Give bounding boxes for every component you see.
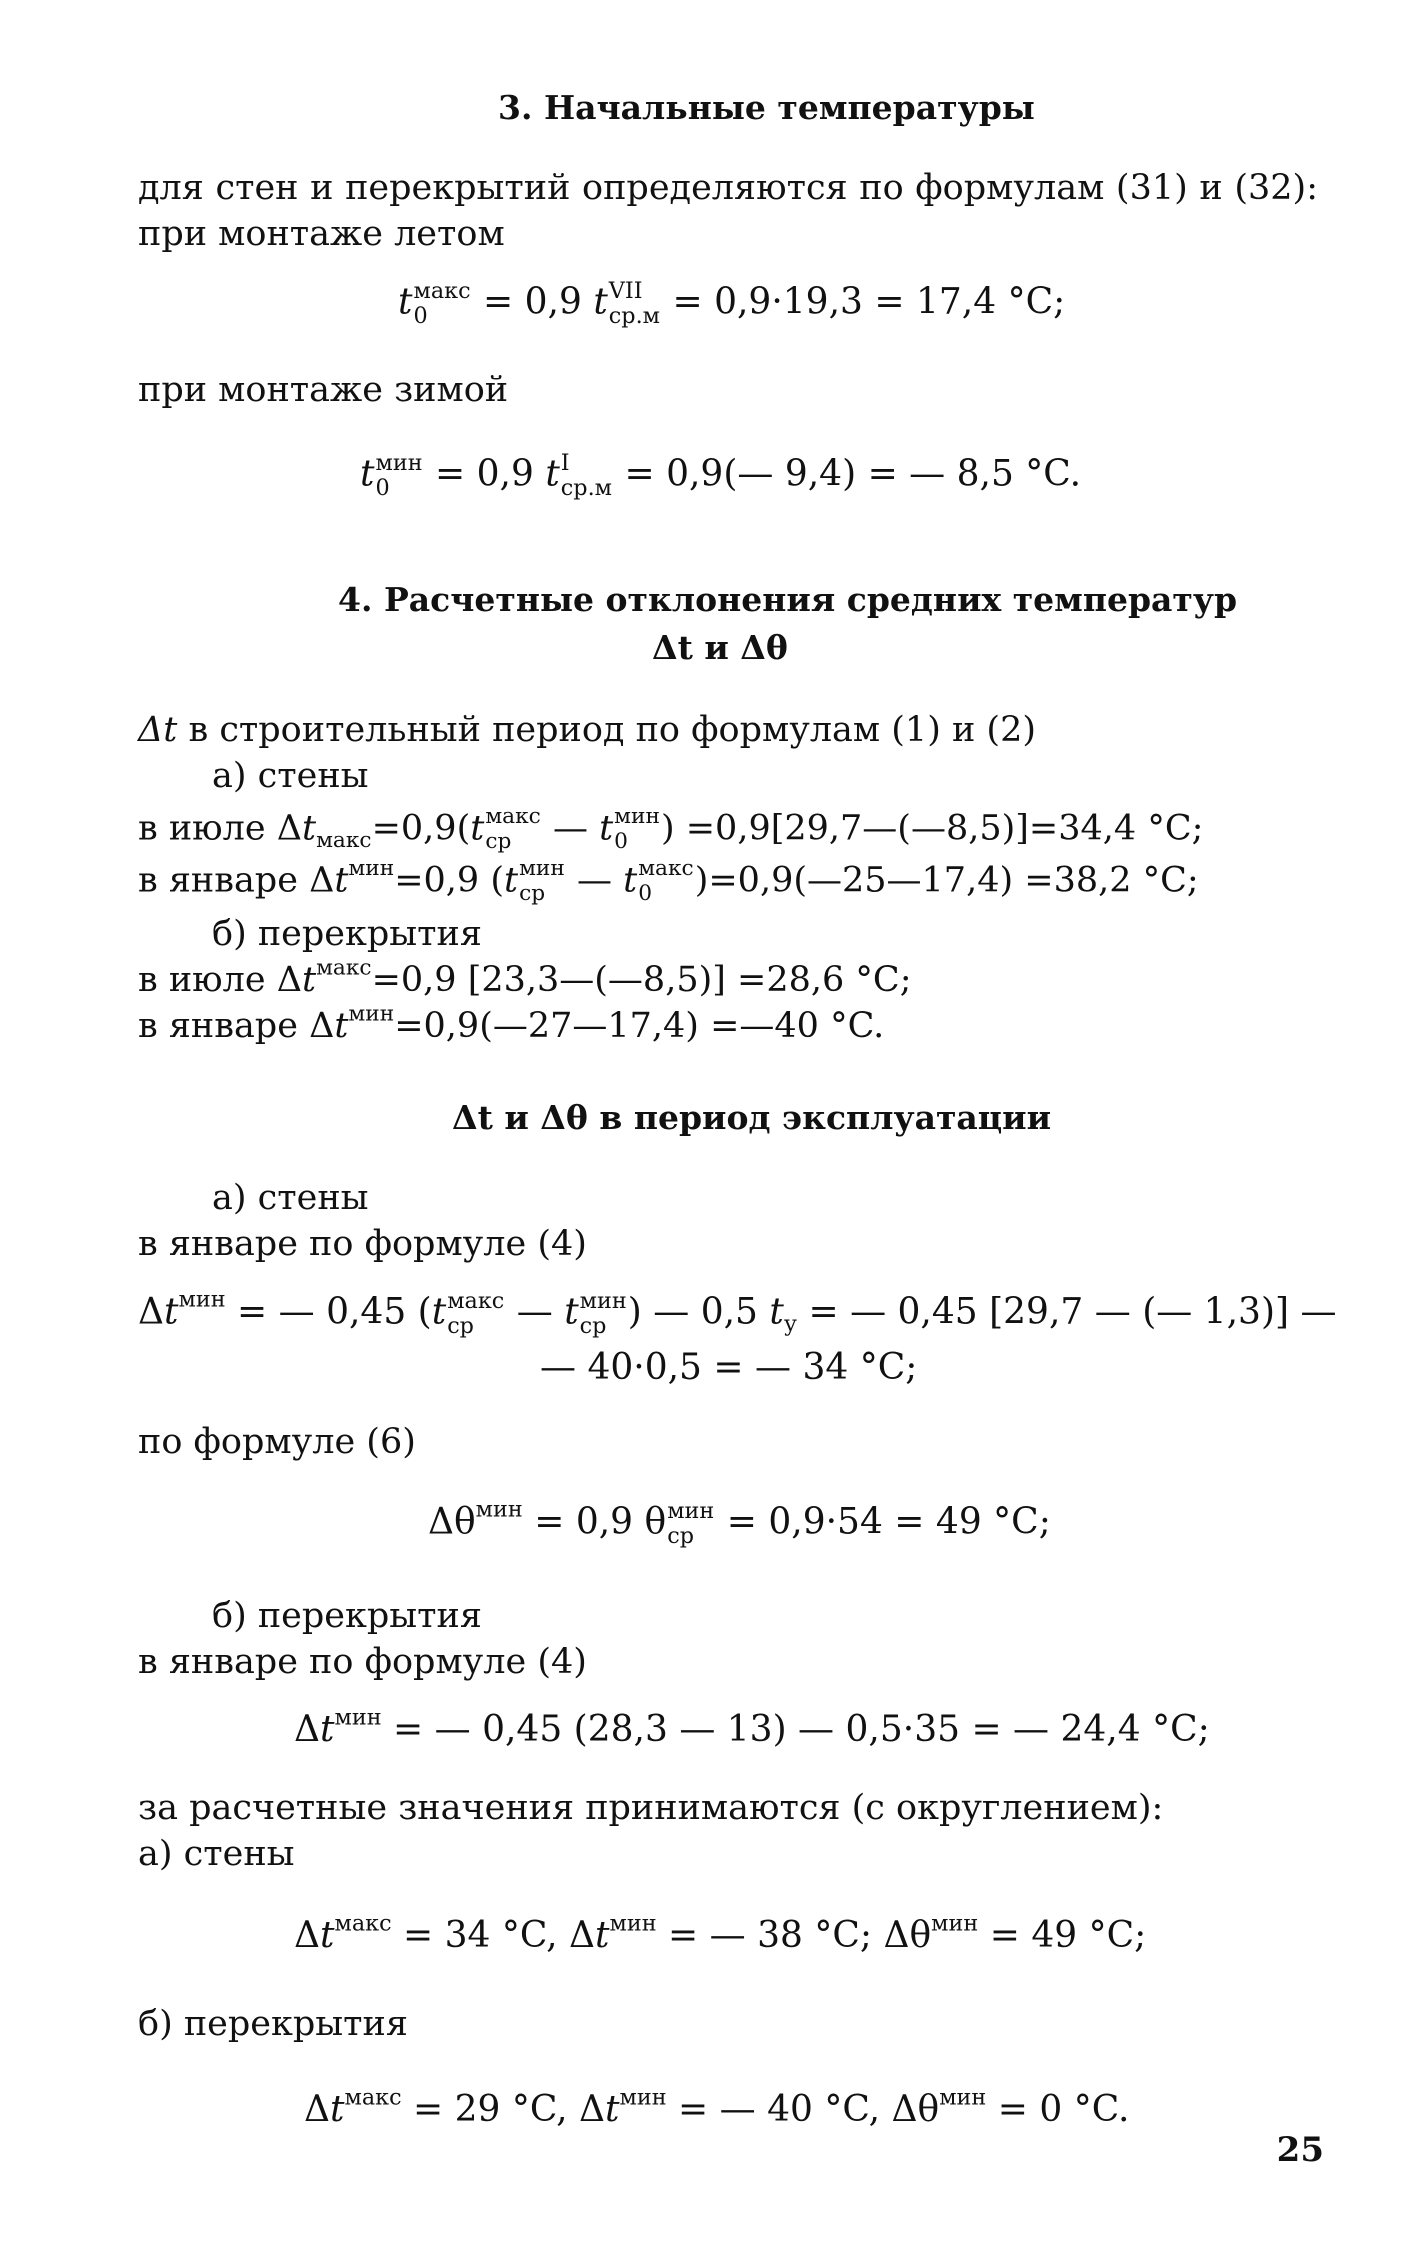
design-floors-values: $\Delta t^{макс} = 29$ °C, $\Delta t^{мин}$ = — 40 °C, $\Delta\theta^{мин} = 0$ °C. xyxy=(304,2084,1130,2130)
formula-winter: t мин 0 = 0,9 t I ср.м = 0,9(— 9,4) = — 8,5 °C. xyxy=(360,450,1082,502)
summer-label: при монтаже летом xyxy=(138,214,505,254)
design-walls-label: а) стены xyxy=(138,1834,295,1874)
walls-january-equation: в январе $\Delta t^{мин}=0,9$ (t мин ср — t макс 0 )=0,9(—25—17,4) =38,2 °C; xyxy=(138,856,1199,906)
section-4-title: 4. Расчетные отклонения средних температур xyxy=(338,580,1238,619)
operation-equation-2: $\Delta\theta^{мин} = 0,9$ θ мин ср = 0,9·54 = 49 °C; xyxy=(428,1496,1051,1550)
by-formula-6: по формуле (6) xyxy=(138,1422,416,1462)
page-number: 25 xyxy=(1276,2130,1324,2170)
operation-equation-1: $\Delta t^{мин}$ = — 0,45 (t макс ср — t мин ср ) — 0,5 $t_у$ = — 0,45 [29,7 — (— 1,3)] — xyxy=(138,1286,1337,1340)
walls-label: а) стены xyxy=(212,756,369,796)
floors-label: б) перекрытия xyxy=(212,914,482,954)
operation-equation-1-cont: — 40·0,5 = — 34 °C; xyxy=(540,1347,918,1388)
winter-label: при монтаже зимой xyxy=(138,370,509,410)
section-3-title: 3. Начальные температуры xyxy=(498,88,1035,127)
operation-title: Δt и Δθ в период эксплуатации xyxy=(452,1098,1052,1137)
operation-jan-formula-4b: в январе по формуле (4) xyxy=(138,1642,587,1682)
walls-july-equation: в июле $\Delta t_{макс}=0,9(t$ макс ср — t мин 0 ) =0,9[29,7—(—8,5)]=34,4 °C; xyxy=(138,804,1204,854)
design-floors-label: б) перекрытия xyxy=(138,2004,408,2044)
operation-equation-3: $\Delta t^{мин}$ = — 0,45 (28,3 — 13) — 0,5·35 = — 24,4 °C; xyxy=(294,1704,1210,1750)
design-values-intro: за расчетные значения принимаются (с округлением): xyxy=(138,1788,1164,1828)
formula-summer: t макс 0 = 0,9 t VII ср.м = 0,9·19,3 = 17,4 °C; xyxy=(398,278,1066,330)
design-walls-values: $\Delta t^{макс} = 34$ °C, $\Delta t^{мин}$ = — 38 °C; $\Delta\theta^{мин} = 49$ °C; xyxy=(294,1910,1147,1956)
operation-walls-label: а) стены xyxy=(212,1178,369,1218)
operation-floors-label: б) перекрытия xyxy=(212,1596,482,1636)
construction-intro: Δt в строительный период по формулам (1) и (2) xyxy=(138,710,1037,750)
section-3-intro: для стен и перекрытий определяются по формулам (31) и (32): xyxy=(138,168,1318,208)
floors-july-equation: в июле $\Delta t^{макс}=0,9$ [23,3—(—8,5)] =28,6 °C; xyxy=(138,955,912,1000)
section-4-subtitle: Δt и Δθ xyxy=(652,628,788,667)
floors-january-equation: в январе $\Delta t^{мин}=0,9(—27—17,4)$ =—40 °C. xyxy=(138,1001,885,1046)
operation-jan-formula-4: в январе по формуле (4) xyxy=(138,1224,587,1264)
